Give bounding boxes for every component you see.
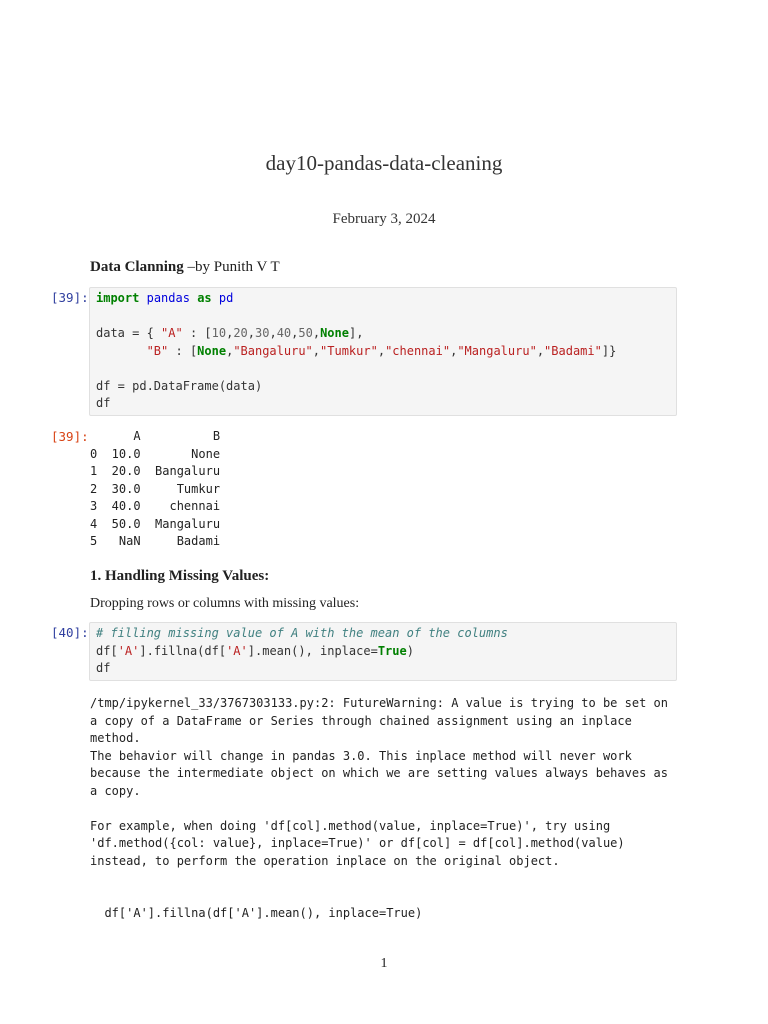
code-token: "Tumkur"	[320, 343, 378, 358]
code-token: 10	[211, 326, 227, 340]
code-token: 50	[298, 326, 313, 340]
code-token: )	[406, 643, 414, 658]
code-token: None	[320, 326, 349, 340]
section-heading: 1. Handling Missing Values:	[90, 568, 270, 584]
heading-bold: Data Clanning	[90, 259, 184, 275]
code-token: ,	[226, 326, 234, 340]
heading-author: –by Punith V T	[183, 259, 280, 275]
code-token: ,	[377, 343, 386, 358]
code-token: df	[96, 661, 111, 675]
code-token: "Mangaluru"	[457, 343, 537, 358]
code-token: pandas	[146, 291, 190, 305]
code-token: ,	[536, 343, 545, 358]
code-token: import	[96, 291, 140, 305]
code-token: ],	[348, 326, 364, 340]
code-cell-39-source	[96, 290, 670, 413]
input-prompt-40: [40]:	[51, 625, 89, 640]
code-token: ].mean(), inplace=	[247, 643, 378, 658]
code-token: df	[96, 396, 111, 410]
code-token: 'A'	[226, 643, 248, 658]
code-token: ,	[312, 343, 321, 358]
code-token: None	[197, 343, 227, 358]
code-token	[139, 291, 146, 305]
code-token: 30	[255, 326, 270, 340]
code-cell-39[interactable]	[89, 287, 677, 416]
code-token: 20	[233, 326, 248, 340]
code-token: ]}	[601, 343, 617, 358]
code-token: 'A'	[117, 643, 140, 658]
code-token: ,	[312, 326, 321, 340]
output-prompt-39: [39]:	[51, 429, 89, 444]
code-token: ,	[450, 343, 458, 358]
code-token: ,	[291, 326, 299, 340]
code-token: : [	[168, 343, 198, 358]
input-prompt-39: [39]:	[51, 290, 89, 305]
code-token: df = pd.DataFrame(data)	[96, 378, 263, 393]
code-token: ].fillna(df[	[139, 643, 227, 658]
notebook-heading	[90, 259, 280, 276]
code-token: ,	[247, 326, 255, 340]
document-date: February 3, 2024	[332, 211, 436, 227]
future-warning-output: /tmp/ipykernel_33/3767303133.py:2: FutureWarning: A value is trying to be set on a copy of a DataFrame or Series through chained assignment using an inplace method. The behavior will change in pandas 3.0. This inplace method will never work because the intermediate object on which we are setting values always behaves as a copy. For example, when doing 'df[col].method(value, inplace=True)', try using 'df.method({col: value}, inplace=True)' or df[col] = df[col].method(value) instead, to perform the operation inplace on the original object. df['A'].fillna(df['A'].mean(), inplace=True)	[90, 696, 668, 920]
page-number: 1	[380, 956, 388, 971]
section-paragraph: Dropping rows or columns with missing values:	[90, 596, 360, 611]
code-token: df[	[96, 643, 118, 658]
code-token	[96, 344, 147, 358]
code-token: "B"	[146, 343, 169, 358]
code-token: "Badami"	[544, 343, 602, 358]
code-cell-40-source	[96, 625, 670, 678]
code-token: ,	[269, 326, 277, 340]
code-token: "chennai"	[385, 343, 451, 358]
code-token: 40	[276, 326, 292, 340]
document-title: day10-pandas-data-cleaning	[265, 151, 503, 175]
code-token	[212, 291, 219, 305]
code-token: # filling missing value of A with the mean of the columns	[96, 626, 508, 640]
code-token: "A"	[161, 326, 183, 340]
code-token: True	[377, 643, 407, 658]
code-token: "Bangaluru"	[233, 343, 313, 358]
code-token: : [	[182, 326, 212, 340]
code-token: as	[197, 291, 212, 305]
code-token: data = {	[96, 326, 162, 340]
code-token: ,	[226, 343, 234, 358]
code-token: pd	[218, 291, 234, 305]
dataframe-output: A B 0 10.0 None 1 20.0 Bangaluru 2 30.0 Tumkur 3 40.0 chennai 4 50.0 Mangaluru 5 NaN Badami	[90, 429, 221, 548]
code-cell-40[interactable]	[89, 622, 677, 681]
